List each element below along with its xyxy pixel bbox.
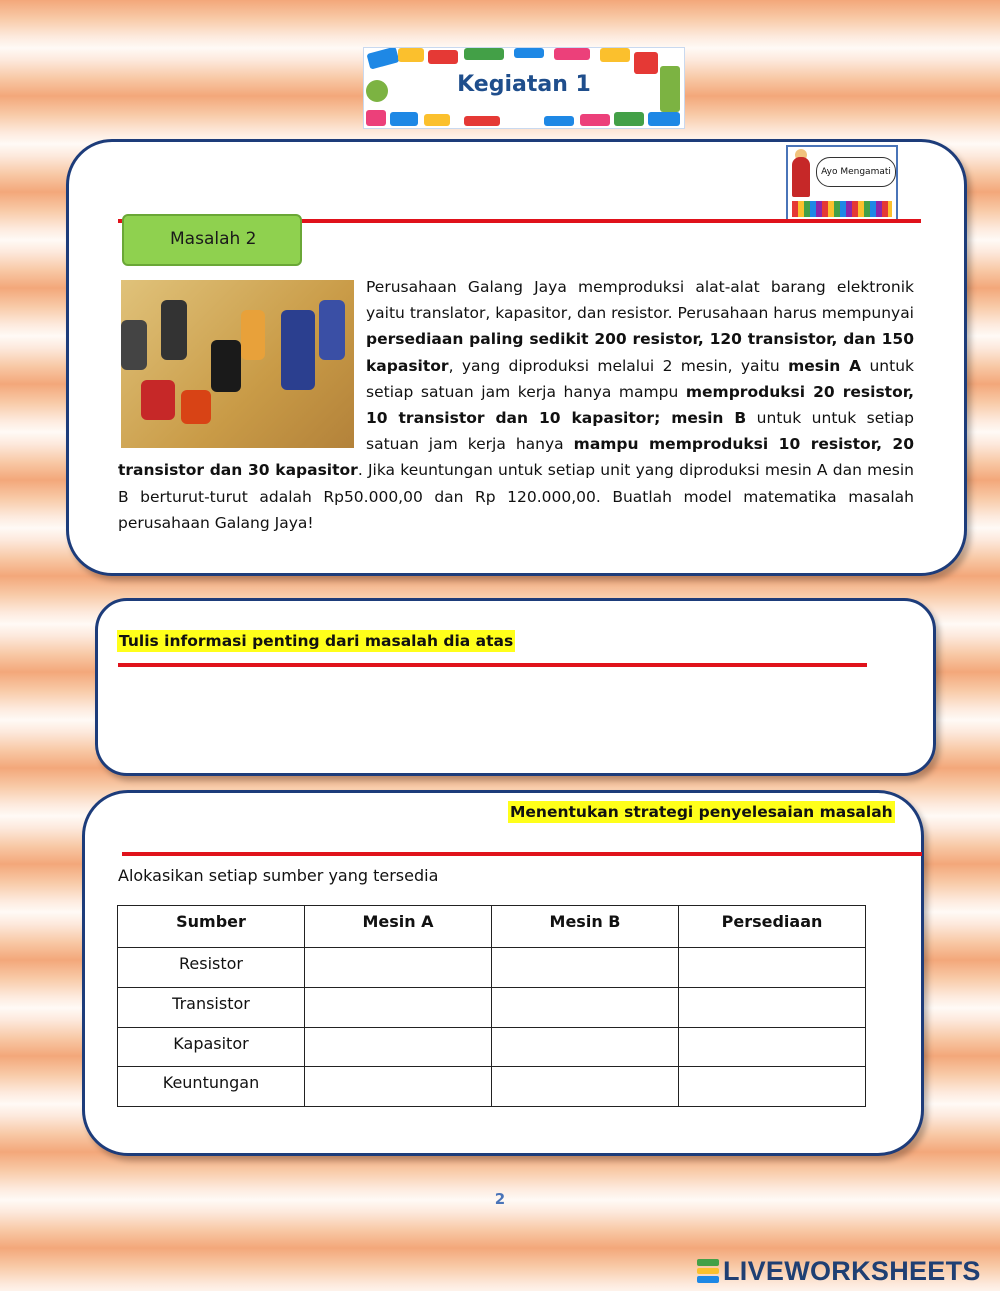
table-cell[interactable] <box>305 987 492 1027</box>
problem-text: Perusahaan Galang Jaya memproduksi alat-alat barang elektronik yaitu translator, kapasitor, dan resistor. Perusahaan harus mempunyai persediaan paling sedikit 200 resistor, 120 transistor, dan 150 kapasitor, yang diproduksi melalui 2 mesin, yaitu mesin A untuk setiap satuan jam kerja hanya mampu memproduksi 20 resistor, 10 transistor dan 10 kapasitor; mesin B untuk untuk setiap satuan jam kerja hanya mampu memproduksi 10 resistor, 20 transistor dan 30 kapasitor. Jika keuntungan untuk setiap unit yang diproduksi mesin A dan mesin B berturut-turut adalah Rp50.000,00 dan Rp 120.000,00. Buatlah model matematika masalah perusahaan Galang Jaya! <box>118 278 915 532</box>
liveworksheets-logo[interactable] <box>697 1256 981 1286</box>
ayo-mengamati-badge <box>786 145 898 221</box>
header-mesin-b: Mesin B <box>492 906 679 948</box>
header-sumber: Sumber <box>118 906 305 948</box>
table-cell[interactable] <box>679 987 866 1027</box>
banner-title: Kegiatan 1 <box>457 72 591 97</box>
divider <box>122 852 922 856</box>
pencils-icon <box>792 201 892 217</box>
liveworksheets-brand: LIVEWORKSHEETS <box>723 1255 981 1286</box>
page-number: 2 <box>494 1190 506 1208</box>
info-card <box>95 598 936 776</box>
table-cell[interactable] <box>679 1027 866 1067</box>
table-cell[interactable] <box>679 948 866 988</box>
activity-banner <box>363 47 685 129</box>
info-heading: Tulis informasi penting dari masalah dia atas <box>119 632 514 650</box>
table-cell[interactable] <box>492 1067 679 1107</box>
header-mesin-a: Mesin A <box>305 906 492 948</box>
table-row <box>118 1027 866 1067</box>
table-row <box>118 987 866 1027</box>
row-label: Keuntungan <box>118 1067 305 1107</box>
table-cell[interactable] <box>679 1067 866 1107</box>
instruction-text: Alokasikan setiap sumber yang tersedia <box>118 866 439 885</box>
table-cell[interactable] <box>305 1067 492 1107</box>
divider <box>118 663 867 667</box>
row-label: Transistor <box>118 987 305 1027</box>
row-label: Kapasitor <box>118 1027 305 1067</box>
table-cell[interactable] <box>492 987 679 1027</box>
table-cell[interactable] <box>492 948 679 988</box>
allocation-table <box>117 905 866 1107</box>
table-cell[interactable] <box>305 948 492 988</box>
header-persediaan: Persediaan <box>679 906 866 948</box>
liveworksheets-icon <box>697 1258 719 1284</box>
table-cell[interactable] <box>492 1027 679 1067</box>
table-row <box>118 948 866 988</box>
strategy-heading: Menentukan strategi penyelesaian masalah <box>510 803 893 821</box>
table-cell[interactable] <box>305 1027 492 1067</box>
masalah-tab: Masalah 2 <box>122 214 302 266</box>
ayo-mengamati-label: Ayo Mengamati <box>816 157 896 187</box>
row-label: Resistor <box>118 948 305 988</box>
table-row <box>118 1067 866 1107</box>
